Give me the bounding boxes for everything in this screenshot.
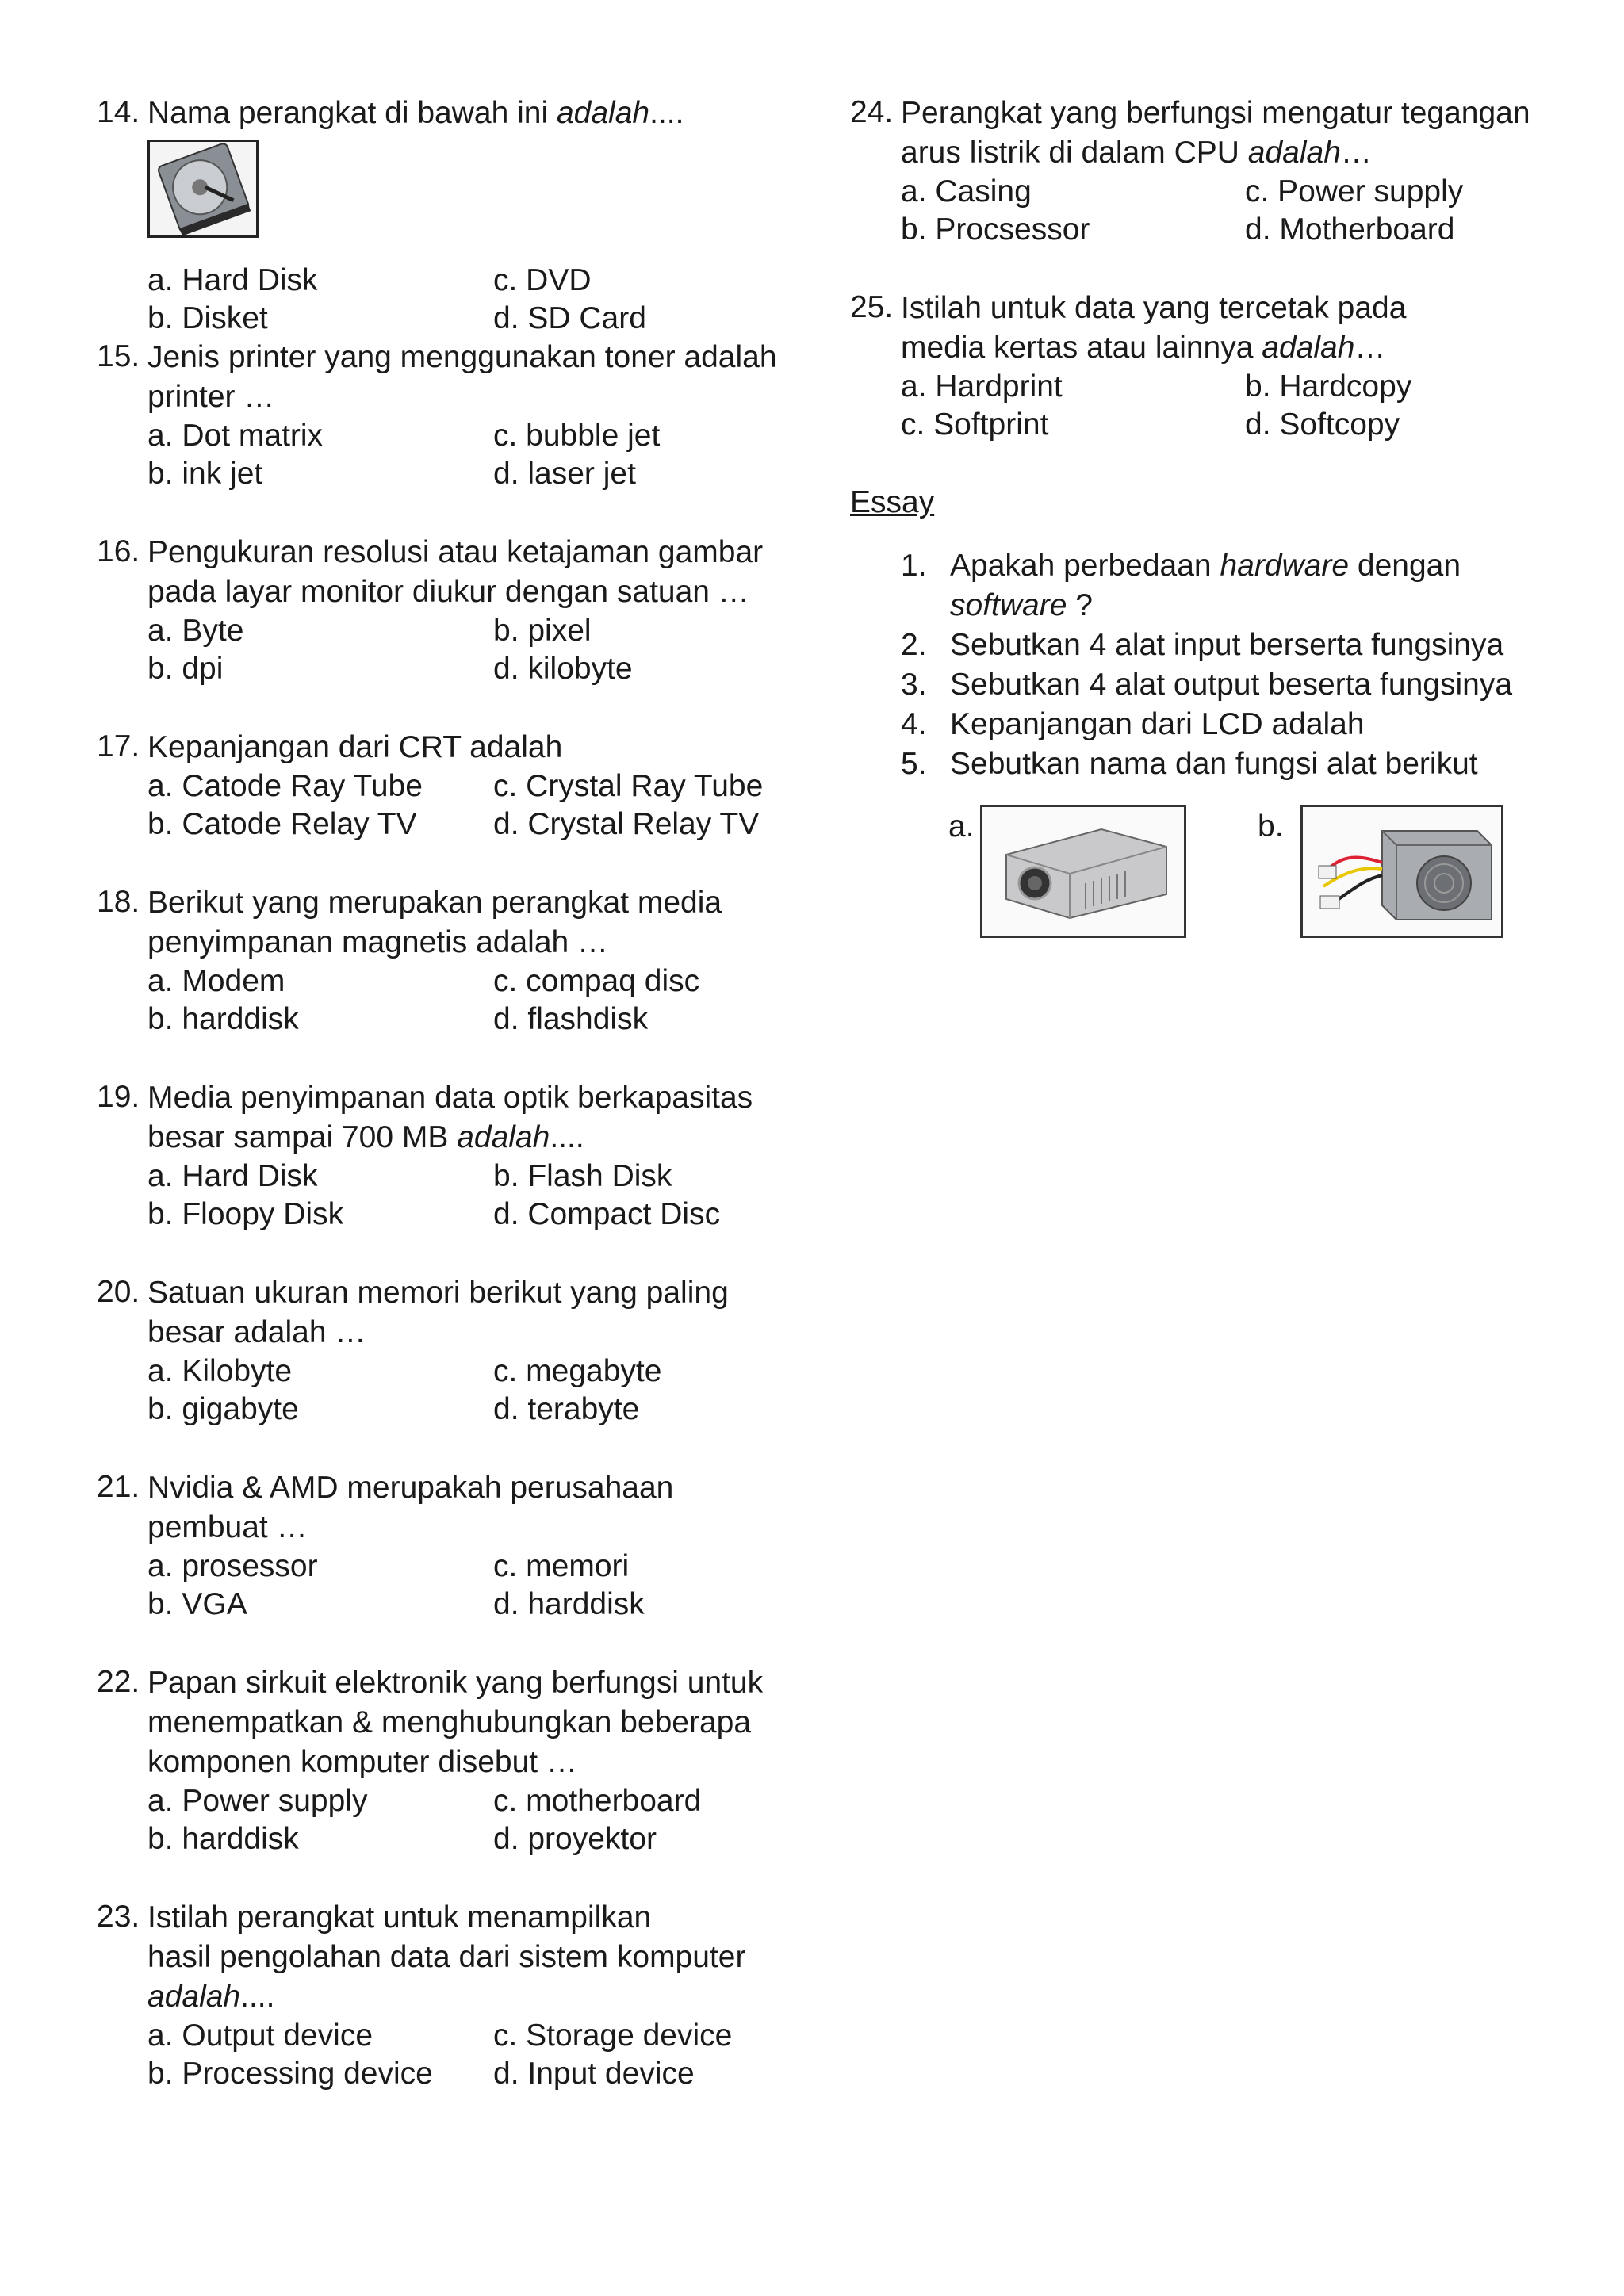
options-row <box>147 767 810 806</box>
options-row <box>147 417 810 455</box>
answer-option[interactable]: d. Crystal Relay TV <box>493 806 760 841</box>
options-row <box>147 300 810 338</box>
question-line: menempatkan & menghubungkan beberapa <box>147 1705 752 1739</box>
question-14 <box>97 94 810 338</box>
question-22 <box>97 1663 810 1858</box>
power-supply-photo <box>1300 805 1503 938</box>
question-number: 21. <box>97 1470 140 1504</box>
options-list <box>147 262 810 338</box>
answer-option[interactable]: d. Motherboard <box>1245 212 1455 247</box>
answer-option[interactable]: c. Softprint <box>901 407 1049 442</box>
answer-option[interactable]: d. harddisk <box>493 1586 645 1621</box>
options-row <box>147 962 810 1001</box>
question-line: pada layar monitor diukur dengan satuan … <box>147 575 749 609</box>
question-text <box>147 1898 810 2017</box>
question-number: 23. <box>97 1900 140 1934</box>
options-row <box>147 2055 810 2093</box>
question-text <box>147 728 810 767</box>
options-row <box>147 262 810 300</box>
options-row <box>147 1001 810 1039</box>
answer-option[interactable]: b. Flash Disk <box>493 1158 672 1193</box>
essay-title: Essay <box>850 485 935 519</box>
question-line: besar adalah … <box>147 1315 366 1349</box>
question-line: printer … <box>147 380 275 414</box>
answer-option[interactable]: b. Floopy Disk <box>147 1196 344 1231</box>
answer-option[interactable]: d. Softcopy <box>1245 407 1400 442</box>
question-line: Berikut yang merupakan perangkat media <box>147 886 722 920</box>
answer-option[interactable]: c. megabyte <box>493 1353 662 1388</box>
question-stem <box>97 1663 810 1782</box>
question-number: 17. <box>97 729 140 763</box>
question-line: adalah.... <box>147 1980 275 2014</box>
question-number: 15. <box>97 339 140 373</box>
question-line: media kertas atau lainnya adalah… <box>901 331 1386 365</box>
options-list <box>147 612 810 688</box>
options-list <box>147 767 810 844</box>
options-list <box>147 1548 810 1624</box>
question-19 <box>97 1078 810 1234</box>
question-text <box>147 1663 810 1782</box>
answer-option[interactable]: b. dpi <box>147 651 224 686</box>
image-label-a: a. <box>948 809 975 844</box>
answer-option[interactable]: c. bubble jet <box>493 418 661 453</box>
question-line: hasil pengolahan data dari sistem komputer <box>147 1940 746 1974</box>
question-line: Pengukuran resolusi atau ketajaman gambar <box>147 535 764 569</box>
question-text <box>147 1273 810 1353</box>
options-list <box>901 173 1532 249</box>
question-23 <box>97 1898 810 2093</box>
essay-item <box>901 705 1532 744</box>
projector-photo <box>980 805 1186 938</box>
options-row <box>147 1196 810 1234</box>
question-stem <box>97 338 810 417</box>
essay-number: 4. <box>901 706 927 741</box>
left-column <box>97 94 810 2133</box>
answer-option[interactable]: c. Storage device <box>493 2018 733 2053</box>
question-stem <box>97 883 810 962</box>
options-row <box>147 1782 810 1820</box>
question-number: 22. <box>97 1665 140 1699</box>
question-line: Kepanjangan dari CRT adalah <box>147 730 563 764</box>
options-list <box>901 368 1532 444</box>
answer-option[interactable]: b. harddisk <box>147 1001 299 1036</box>
question-stem <box>97 1078 810 1158</box>
essay-text: Kepanjangan dari LCD adalah <box>950 706 1365 741</box>
question-line: arus listrik di dalam CPU adalah… <box>901 136 1372 170</box>
answer-option[interactable]: a. Dot matrix <box>147 418 324 453</box>
image-label-b: b. <box>1258 809 1284 844</box>
options-row <box>147 612 810 650</box>
essay-text: Sebutkan 4 alat output beserta fungsinya <box>950 667 1513 702</box>
options-list <box>147 1158 810 1234</box>
answer-option[interactable]: b. Processing device <box>147 2056 433 2091</box>
options-list <box>147 962 810 1039</box>
question-21 <box>97 1468 810 1624</box>
question-20 <box>97 1273 810 1429</box>
essay-text: Sebutkan 4 alat input berserta fungsinya <box>950 627 1504 662</box>
question-stem <box>97 1468 810 1548</box>
question-24 <box>850 94 1532 249</box>
question-number: 20. <box>97 1275 140 1309</box>
question-line: Papan sirkuit elektronik yang berfungsi untuk <box>147 1666 764 1700</box>
answer-option[interactable]: c. DVD <box>493 262 592 297</box>
essay-item <box>901 626 1532 665</box>
question-text <box>147 883 810 962</box>
question-text <box>147 338 810 417</box>
question-text <box>901 289 1532 368</box>
question-text <box>147 1468 810 1548</box>
answer-option[interactable]: b. Hardcopy <box>1245 369 1412 404</box>
answer-option[interactable]: a. Hard Disk <box>147 1158 318 1193</box>
question-line: komponen komputer disebut … <box>147 1745 577 1779</box>
question-25 <box>850 289 1532 444</box>
question-line: penyimpanan magnetis adalah … <box>147 925 609 959</box>
question-line: Perangkat yang berfungsi mengatur tegangan <box>901 96 1530 130</box>
answer-option[interactable]: b. gigabyte <box>147 1391 299 1426</box>
question-number: 16. <box>97 534 140 568</box>
answer-option[interactable]: a. Power supply <box>147 1783 368 1818</box>
question-stem <box>850 94 1532 173</box>
question-line: Media penyimpanan data optik berkapasitas <box>147 1081 753 1115</box>
options-row <box>147 2017 810 2055</box>
answer-option[interactable]: a. Modem <box>147 963 285 998</box>
question-text <box>147 1078 810 1158</box>
answer-option[interactable]: a. Kilobyte <box>147 1353 293 1388</box>
answer-option[interactable]: c. motherboard <box>493 1783 702 1818</box>
answer-option[interactable]: a. Byte <box>147 613 244 648</box>
answer-option[interactable]: b. Disket <box>147 300 268 335</box>
question-16 <box>97 533 810 688</box>
answer-option[interactable]: b. Procsessor <box>901 212 1090 247</box>
answer-option[interactable]: a. Hard Disk <box>147 262 318 297</box>
answer-option[interactable]: c. Crystal Ray Tube <box>493 768 764 803</box>
options-list <box>147 2017 810 2093</box>
question-line: pembuat … <box>147 1510 308 1544</box>
answer-option[interactable]: b. ink jet <box>147 456 263 491</box>
answer-option[interactable]: c. memori <box>493 1548 630 1583</box>
answer-option[interactable]: b. VGA <box>147 1586 247 1621</box>
question-17 <box>97 728 810 844</box>
options-row <box>147 455 810 493</box>
question-18 <box>97 883 810 1039</box>
question-number: 18. <box>97 885 140 919</box>
answer-option[interactable]: d. terabyte <box>493 1391 640 1426</box>
answer-option[interactable]: a. Catode Ray Tube <box>147 768 423 803</box>
answer-option[interactable]: d. Compact Disc <box>493 1196 721 1231</box>
options-row <box>147 1548 810 1586</box>
answer-option[interactable]: c. Power supply <box>1245 174 1464 209</box>
question-line: Istilah perangkat untuk menampilkan <box>147 1900 652 1934</box>
options-row <box>901 173 1532 211</box>
options-row <box>147 1586 810 1624</box>
essay-number: 1. <box>901 548 927 583</box>
options-row <box>147 1158 810 1196</box>
essay-number: 2. <box>901 627 927 662</box>
answer-option[interactable]: b. Catode Relay TV <box>147 806 417 841</box>
question-number: 19. <box>97 1080 140 1114</box>
question-stem <box>97 1898 810 2017</box>
essay-number: 5. <box>901 746 927 781</box>
question-stem <box>97 533 810 612</box>
answer-option[interactable]: a. prosessor <box>147 1548 318 1583</box>
answer-option[interactable]: b. harddisk <box>147 1821 299 1856</box>
options-row <box>901 406 1532 444</box>
answer-option[interactable]: a. Hardprint <box>901 369 1063 404</box>
answer-option[interactable]: d. laser jet <box>493 456 636 491</box>
question-text <box>901 94 1532 173</box>
essay-list <box>901 546 1532 784</box>
answer-option[interactable]: d. flashdisk <box>493 1001 649 1036</box>
answer-option[interactable]: d. SD Card <box>493 300 646 335</box>
answer-option[interactable]: c. compaq disc <box>493 963 700 998</box>
question-line: Nvidia & AMD merupakah perusahaan <box>147 1471 674 1505</box>
options-row <box>147 1353 810 1391</box>
question-stem <box>97 728 810 767</box>
question-line: Satuan ukuran memori berikut yang paling <box>147 1276 729 1310</box>
question-text <box>147 533 810 612</box>
question-text: Nama perangkat di bawah ini adalah.... <box>147 96 684 130</box>
question-15 <box>97 338 810 493</box>
essay-text: Apakah perbedaan hardware dengan software ? <box>950 548 1461 622</box>
essay-images <box>850 805 1532 939</box>
question-number: 14. <box>97 95 140 129</box>
options-list <box>147 417 810 493</box>
options-list <box>147 1782 810 1858</box>
question-number: 24. <box>850 95 894 129</box>
question-stem <box>97 94 810 133</box>
answer-option[interactable]: a. Output device <box>147 2018 373 2053</box>
options-row <box>901 211 1532 249</box>
options-row <box>147 650 810 688</box>
hard-disk-photo <box>147 140 259 238</box>
question-stem <box>850 289 1532 368</box>
question-line: besar sampai 700 MB adalah.... <box>147 1120 584 1154</box>
answer-option[interactable]: a. Casing <box>901 174 1032 209</box>
options-row <box>147 1391 810 1429</box>
essay-number: 3. <box>901 667 927 702</box>
essay-item <box>901 546 1532 626</box>
answer-option[interactable]: d. proyektor <box>493 1821 657 1856</box>
answer-option[interactable]: d. kilobyte <box>493 651 633 686</box>
question-line: Istilah untuk data yang tercetak pada <box>901 291 1407 325</box>
options-row <box>147 806 810 844</box>
essay-item <box>901 665 1532 705</box>
essay-text: Sebutkan nama dan fungsi alat berikut <box>950 746 1478 781</box>
essay-item <box>901 744 1532 784</box>
options-row <box>147 1820 810 1858</box>
options-list <box>147 1353 810 1429</box>
question-number: 25. <box>850 290 894 324</box>
answer-option[interactable]: b. pixel <box>493 613 592 648</box>
options-row <box>901 368 1532 406</box>
question-line: Jenis printer yang menggunakan toner adalah <box>147 340 777 374</box>
question-stem <box>97 1273 810 1353</box>
right-column <box>850 94 1532 939</box>
answer-option[interactable]: d. Input device <box>493 2056 695 2091</box>
